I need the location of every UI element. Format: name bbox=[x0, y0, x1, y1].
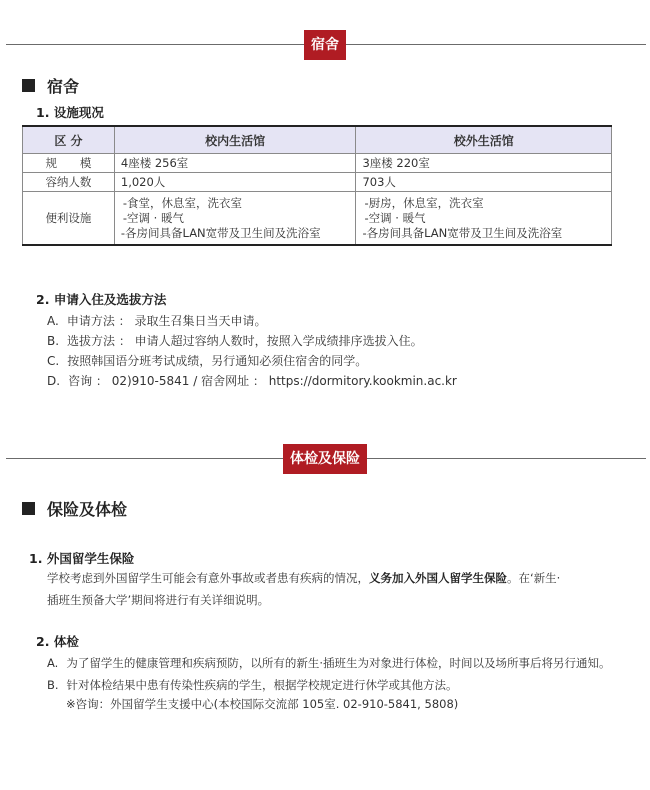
on-campus-facilities bbox=[114, 192, 356, 246]
insurance-paragraph bbox=[47, 567, 627, 611]
item-label: C. bbox=[47, 354, 60, 368]
facility-status-title: 设施现况 bbox=[53, 105, 104, 120]
insurance-text: 插班生预备大学’期间将进行有关详细说明。 bbox=[47, 593, 270, 607]
row-label: 便利设施 bbox=[23, 192, 115, 246]
item-text: 针对体检结果中患有传染性疾病的学生，根据学校规定进行休学或其他方法。 bbox=[66, 678, 458, 692]
checkup-item bbox=[47, 655, 610, 671]
checkup-heading bbox=[36, 632, 79, 650]
checkup-item bbox=[47, 677, 458, 693]
item-label: B. bbox=[47, 678, 59, 692]
dorm-heading-text: 宿舍 bbox=[47, 77, 80, 96]
application-heading bbox=[36, 290, 166, 308]
facility-status-heading bbox=[36, 103, 104, 121]
table-row bbox=[23, 192, 612, 246]
table-row bbox=[23, 173, 612, 192]
facility-item: -空调 · 暖气 bbox=[364, 210, 426, 225]
header-on-campus: 校内生活馆 bbox=[114, 126, 356, 154]
insurance-heading bbox=[22, 497, 127, 520]
table-header-row bbox=[23, 126, 612, 154]
square-bullet-icon bbox=[22, 79, 35, 92]
on-campus-value: 1,020人 bbox=[114, 173, 356, 192]
dorm-heading bbox=[22, 74, 79, 97]
insurance-heading-text: 保险及体检 bbox=[47, 500, 128, 519]
insurance-text: 。在‘新生· bbox=[507, 571, 561, 585]
row-label: 规 模 bbox=[23, 154, 115, 173]
facility-item: -厨房，休息室，洗衣室 bbox=[364, 195, 484, 210]
application-num: 2. bbox=[36, 292, 50, 307]
insurance-mandatory-text: 义务加入外国人留学生保险 bbox=[369, 571, 507, 585]
facility-item: -食堂，休息室，洗衣室 bbox=[122, 195, 243, 210]
item-text: 申请方法 ： 录取生召集日当天申请。 bbox=[66, 314, 267, 328]
off-campus-value: 3座楼 220室 bbox=[356, 154, 612, 173]
checkup-title: 体检 bbox=[53, 634, 79, 649]
insurance-text: 学校考虑到外国留学生可能会有意外事故或者患有疾病的情况， bbox=[47, 571, 369, 585]
insurance-banner bbox=[6, 444, 646, 474]
facility-item: -各房间具备LAN宽带及卫生间及洗浴室 bbox=[120, 225, 321, 240]
checkup-num: 2. bbox=[36, 634, 50, 649]
off-campus-value: 703人 bbox=[356, 173, 612, 192]
application-item bbox=[47, 372, 457, 389]
item-text: 按照韩国语分班考试成绩，另行通知必须住宿舍的同学。 bbox=[67, 354, 368, 368]
row-label: 容纳人数 bbox=[23, 173, 115, 192]
insurance-sub-heading bbox=[29, 549, 134, 567]
dorm-banner bbox=[6, 30, 646, 60]
item-label: A. bbox=[47, 314, 59, 328]
header-off-campus: 校外生活馆 bbox=[356, 126, 612, 154]
facility-item: -空调 · 暖气 bbox=[122, 210, 184, 225]
contact-note: ※咨询：外国留学生支援中心(本校国际交流部 105室. 02-910-5841, 5808) bbox=[66, 697, 459, 711]
facility-status-num: 1. bbox=[36, 105, 50, 120]
item-label: A. bbox=[47, 656, 59, 670]
dorm-banner-label: 宿舍 bbox=[304, 30, 346, 60]
application-item bbox=[47, 352, 367, 369]
item-text: 选拔方法 ： 申请人超过容纳人数时，按照入学成绩排序选拔入住。 bbox=[67, 334, 423, 348]
insurance-sub-title: 外国留学生保险 bbox=[46, 551, 135, 566]
off-campus-facilities bbox=[356, 192, 612, 246]
insurance-sub-num: 1. bbox=[29, 551, 43, 566]
header-category: 区 分 bbox=[23, 126, 115, 154]
dorm-facility-table bbox=[22, 125, 612, 246]
square-bullet-icon bbox=[22, 502, 35, 515]
facility-item: -各房间具备LAN宽带及卫生间及洗浴室 bbox=[362, 225, 563, 240]
item-text: 咨询 ： 02)910-5841 / 宿舍网址 ： https://dormitory.kookmin.ac.kr bbox=[68, 374, 457, 388]
application-item bbox=[47, 332, 423, 349]
item-text: 为了留学生的健康管理和疾病预防，以所有的新生·插班生为对象进行体检，时间以及场所事后将另行通知。 bbox=[66, 656, 611, 670]
on-campus-value: 4座楼 256室 bbox=[114, 154, 356, 173]
item-label: D. bbox=[47, 374, 61, 388]
application-title: 申请入住及选拔方法 bbox=[53, 292, 167, 307]
application-item bbox=[47, 312, 266, 329]
item-label: B. bbox=[47, 334, 60, 348]
insurance-banner-label: 体检及保险 bbox=[283, 444, 367, 474]
table-row bbox=[23, 154, 612, 173]
